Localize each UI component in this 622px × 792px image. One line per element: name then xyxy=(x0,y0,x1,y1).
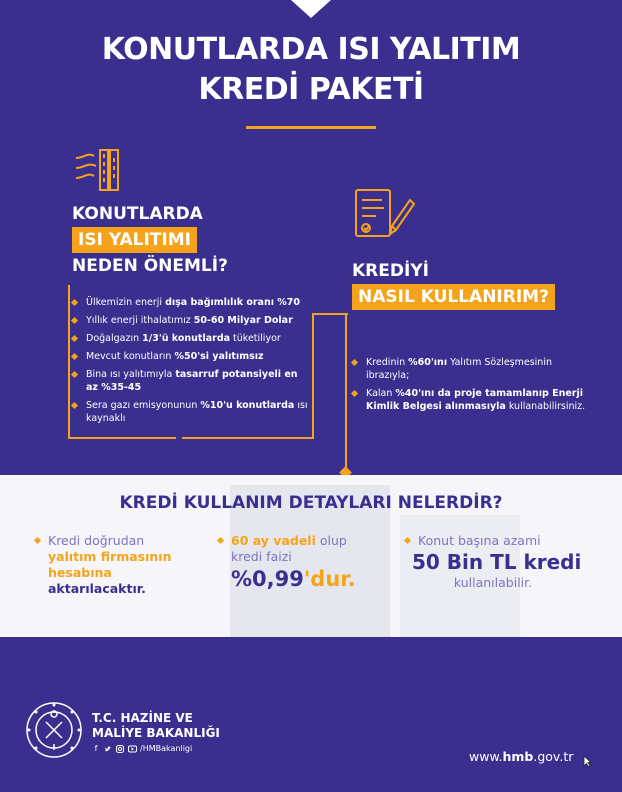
detail-item-transfer: Kredi doğrudan yalıtım firmasının hesabına aktarılacaktır. xyxy=(48,533,208,597)
connector-line xyxy=(312,313,348,315)
why-bullet: Sera gazı emisyonunun %10'u konutlarda ısı kaynaklı xyxy=(72,399,312,425)
social-links xyxy=(92,744,192,753)
why-bullet: Doğalgazın 1/3'ü konutlarda tüketiliyor xyxy=(72,332,312,345)
how-bullet-list xyxy=(352,356,592,418)
ministry-seal-icon xyxy=(24,700,84,764)
title-line-2: KREDİ PAKETİ xyxy=(198,72,424,107)
youtube-icon[interactable] xyxy=(128,745,136,753)
why-bullet: Yıllık enerji ithalatımız 50-60 Milyar Dolar xyxy=(72,314,312,327)
website-link[interactable]: www.hmb.gov.tr xyxy=(469,749,574,764)
why-bullet: Bina ısı yalıtımıyla tasarruf potansiyeli en az %35-45 xyxy=(72,368,312,394)
why-bullet: Ülkemizin enerji dışa bağımlılık oranı %70 xyxy=(72,296,312,309)
instagram-icon[interactable] xyxy=(116,745,124,753)
mouse-cursor-icon xyxy=(583,753,592,772)
facebook-icon[interactable]: f xyxy=(94,743,98,753)
ministry-name: T.C. HAZİNE VE MALİYE BAKANLIĞI xyxy=(92,711,220,740)
connector-line xyxy=(345,313,347,473)
why-heading-line-3: NEDEN ÖNEMLİ? xyxy=(72,256,228,276)
title-underline xyxy=(246,126,376,129)
why-heading-line-1: KONUTLARDA xyxy=(72,204,203,224)
social-handle[interactable]: /HMBakanligi xyxy=(140,744,193,753)
insulation-wall-icon xyxy=(72,148,124,198)
how-bullet: Kredinin %60'ını Yalıtım Sözleşmesinin ibrazıyla; xyxy=(352,356,592,382)
detail-item-limit: Konut başına azami 50 Bin TL kredi kullanılabilir. xyxy=(418,533,608,591)
connector-line xyxy=(68,437,176,439)
twitter-icon[interactable] xyxy=(104,745,112,753)
connector-line xyxy=(68,285,70,438)
why-heading-line-2: ISI YALITIMI xyxy=(72,227,197,253)
why-bullet: Mevcut konutların %50'si yalıtımsız xyxy=(72,350,312,363)
how-heading xyxy=(352,258,555,310)
how-heading-line-1: KREDİYİ xyxy=(352,261,429,281)
title-line-1: KONUTLARDA ISI YALITIM xyxy=(101,32,521,67)
why-heading xyxy=(72,201,228,279)
details-title: KREDİ KULLANIM DETAYLARI NELERDİR? xyxy=(119,493,503,513)
detail-item-interest: 60 ay vadeli olup kredi faizi %0,99'dur. xyxy=(231,533,391,593)
page-title xyxy=(0,30,622,110)
contract-pen-icon xyxy=(352,186,416,250)
how-bullet: Kalan %40'ını da proje tamamlanıp Enerji Kimlik Belgesi alınmasıyla kullanabilirsiniz. xyxy=(352,387,592,413)
connector-line xyxy=(312,313,314,439)
connector-line xyxy=(182,437,314,439)
top-notch xyxy=(291,0,331,18)
why-bullet-list xyxy=(72,296,312,430)
how-heading-line-2: NASIL KULLANIRIM? xyxy=(352,284,555,310)
